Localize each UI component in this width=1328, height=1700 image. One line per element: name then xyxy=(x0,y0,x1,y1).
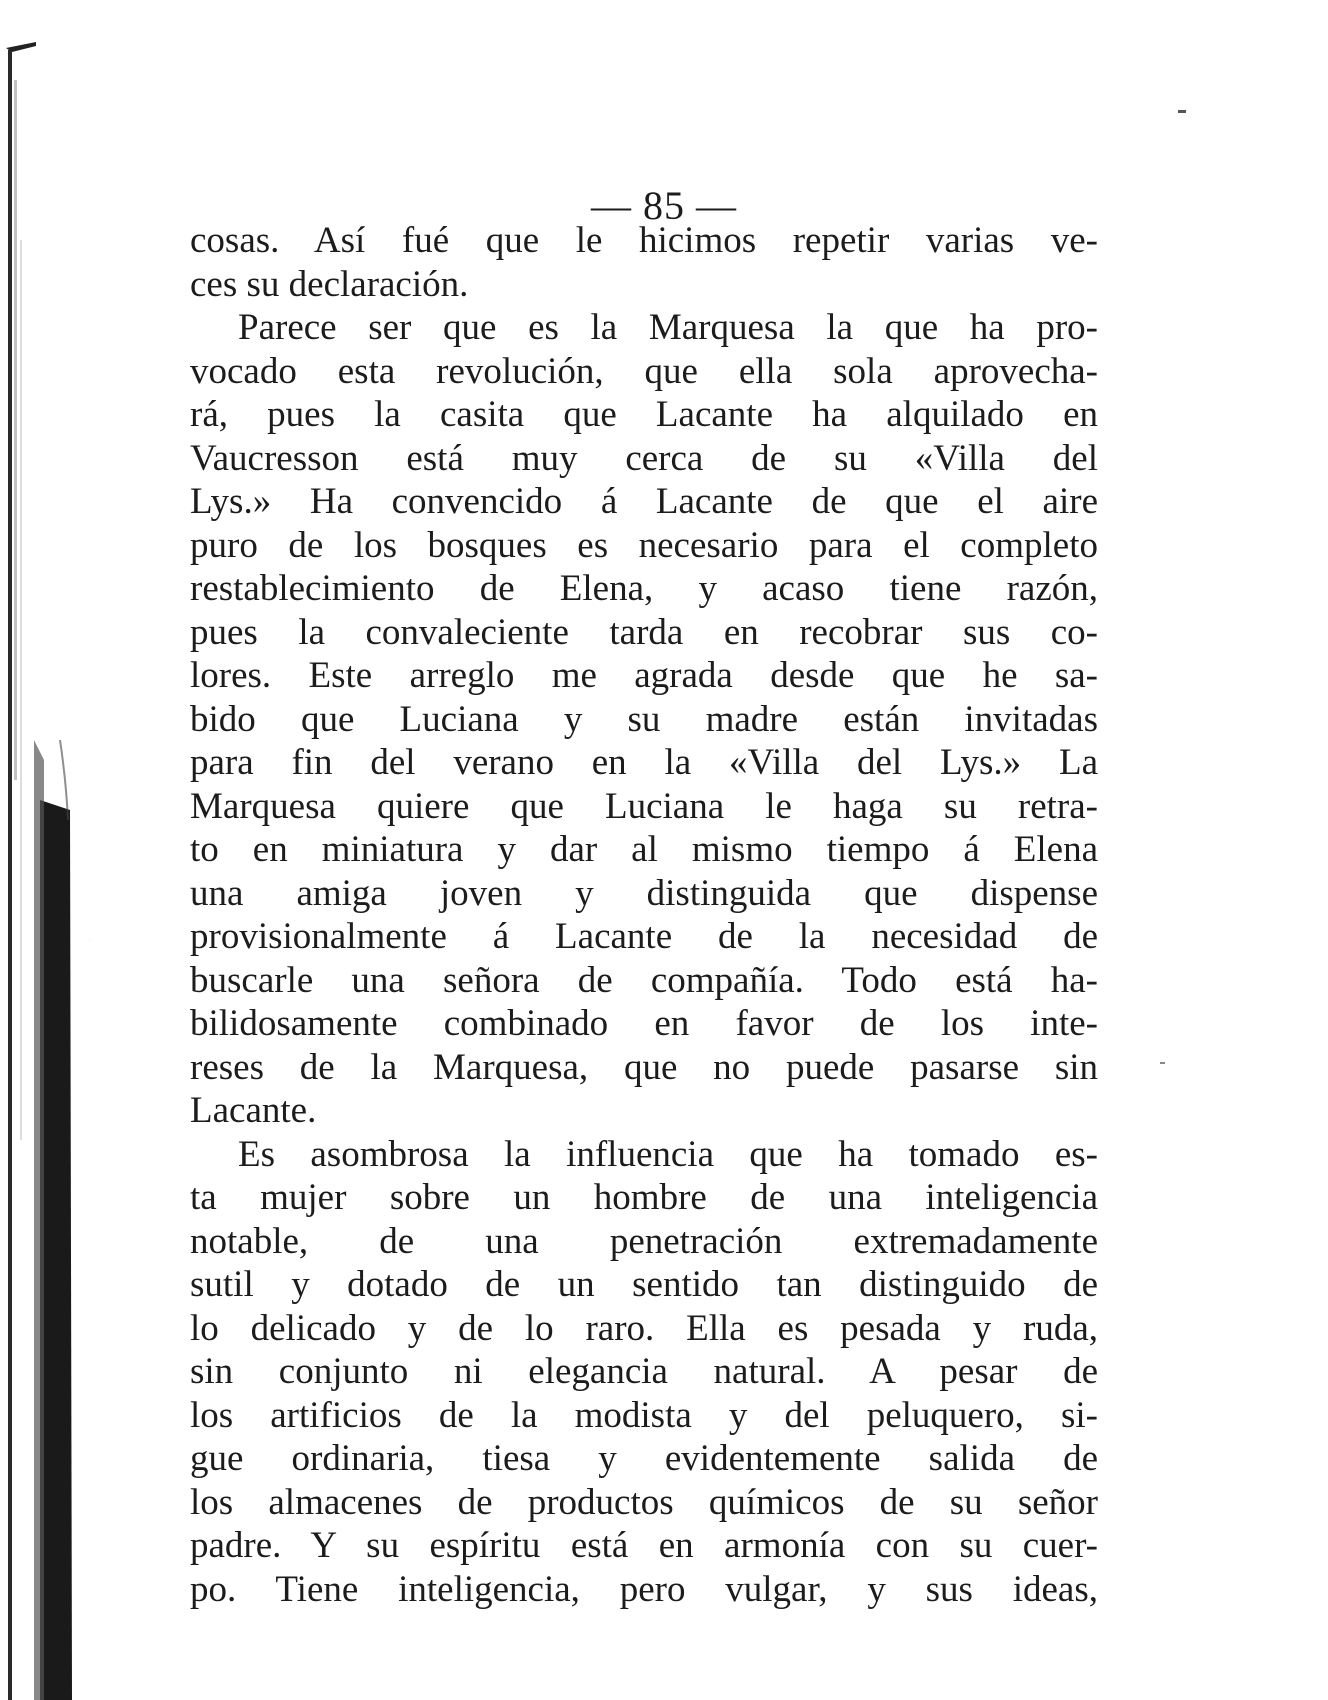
text-line: notable, de una penetración extremadamente xyxy=(190,1220,1098,1262)
text-line: rá, pues la casita que Lacante ha alquilado en xyxy=(190,394,1098,435)
text-line: Marquesa quiere que Luciana le haga su retra- xyxy=(190,785,1098,827)
text-line: ta mujer sobre un hombre de una inteligencia xyxy=(190,1177,1098,1218)
text-line: to en miniatura y dar al mismo tiempo á Elena xyxy=(190,829,1098,870)
text-line: provisionalmente á Lacante de la necesidad de xyxy=(190,916,1098,957)
text-line: pues la convaleciente tarda en recobrar sus co- xyxy=(190,611,1098,653)
text-line: sutil y dotado de un sentido tan distinguido de xyxy=(190,1264,1098,1305)
body-text xyxy=(190,219,1098,1611)
text-line: Parece ser que es la Marquesa la que ha pro- xyxy=(238,307,1098,348)
scan-speck xyxy=(1160,1062,1165,1064)
text-line: para fin del verano en la «Villa del Lys.» La xyxy=(190,742,1098,783)
text-line: vocado esta revolución, que ella sola aprovecha- xyxy=(190,350,1098,392)
text-line: buscarle una señora de compañía. Todo está ha- xyxy=(190,959,1098,1001)
text-line: restablecimiento de Elena, y acaso tiene razón, xyxy=(190,568,1098,609)
text-line: puro de los bosques es necesario para el completo xyxy=(190,524,1098,566)
text-line: reses de la Marquesa, que no puede pasarse sin xyxy=(190,1046,1098,1088)
text-line: ces su declaración. xyxy=(190,263,469,305)
text-line: Lacante. xyxy=(190,1090,317,1131)
text-line: lores. Este arreglo me agrada desde que he sa- xyxy=(190,655,1098,696)
text-line: bido que Luciana y su madre están invitadas xyxy=(190,698,1098,740)
text-line: padre. Y su espíritu está en armonía con su cuer- xyxy=(190,1525,1098,1566)
text-line: los almacenes de productos químicos de su señor xyxy=(190,1481,1098,1523)
text-line: lo delicado y de lo raro. Ella es pesada y ruda, xyxy=(190,1307,1098,1349)
text-line: gue ordinaria, tiesa y evidentemente salida de xyxy=(190,1438,1098,1479)
text-line: sin conjunto ni elegancia natural. A pesar de xyxy=(190,1351,1098,1392)
page-number: — 85 — xyxy=(591,183,737,228)
text-line: Lys.» Ha convencido á Lacante de que el aire xyxy=(190,481,1098,522)
text-line: po. Tiene inteligencia, pero vulgar, y sus ideas, xyxy=(190,1568,1098,1610)
scan-speck xyxy=(1178,110,1186,113)
text-line: bilidosamente combinado en favor de los inte- xyxy=(190,1003,1098,1044)
binding-edge-shadow xyxy=(0,40,90,1700)
text-line: Vaucresson está muy cerca de su «Villa del xyxy=(190,437,1098,479)
text-line: cosas. Así fué que le hicimos repetir varias ve- xyxy=(190,220,1098,261)
text-line: los artificios de la modista y del peluquero, si- xyxy=(190,1394,1098,1436)
text-line: Es asombrosa la influencia que ha tomado es- xyxy=(238,1133,1098,1175)
text-line: una amiga joven y distinguida que dispense xyxy=(190,872,1098,914)
